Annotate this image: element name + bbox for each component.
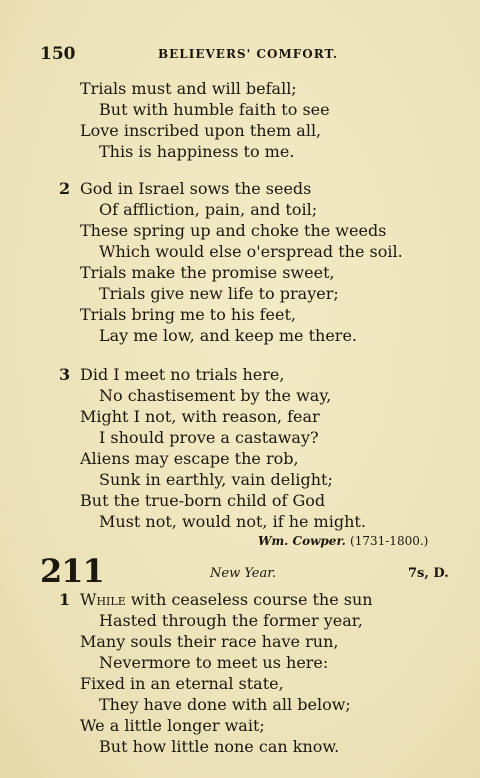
verse-line: They have done with all below;	[99, 695, 351, 714]
page-header	[40, 44, 460, 66]
verse-line-first	[80, 590, 373, 610]
verse-line: But the true-born child of God	[80, 491, 326, 510]
verse-line: God in Israel sows the seeds	[80, 179, 312, 198]
verse-line: Which would else o'erspread the soil.	[99, 242, 403, 261]
verse-line: Fixed in an eternal state,	[80, 674, 284, 693]
verse-line: This is happiness to me.	[99, 142, 295, 161]
first-line-rest: with ceaseless course the sun	[125, 590, 373, 609]
running-title: BELIEVERS' COMFORT.	[158, 47, 339, 61]
hymn-meter: 7s, D.	[408, 566, 449, 581]
verse-line: Hasted through the former year,	[99, 611, 363, 630]
verse-line: Must not, would not, if he might.	[99, 512, 366, 531]
verse-line: Lay me low, and keep me there.	[99, 326, 357, 345]
verse-line: Sunk in earthly, vain delight;	[99, 470, 333, 489]
verse-line: We a little longer wait;	[80, 716, 265, 735]
verse-line: Nevermore to meet us here:	[99, 653, 329, 672]
verse-line: Did I meet no trials here,	[80, 365, 285, 384]
verse-line: Love inscribed upon them all,	[80, 121, 322, 140]
verse-line: Trials bring me to his feet,	[80, 305, 296, 324]
stanza-number: 2	[59, 179, 71, 198]
first-word: While	[80, 590, 126, 609]
hymn-occasion: New Year.	[210, 566, 277, 581]
author-name: Wm. Cowper.	[258, 534, 346, 548]
page-number: 150	[40, 44, 76, 64]
verse-line: Trials must and will befall;	[80, 79, 297, 98]
verse-line: Aliens may escape the rob,	[80, 449, 299, 468]
verse-line: Trials give new life to prayer;	[99, 284, 339, 303]
verse-line: These spring up and choke the weeds	[80, 221, 387, 240]
attribution	[258, 534, 428, 548]
verse-line: Of affliction, pain, and toil;	[99, 200, 318, 219]
verse-line: Many souls their race have run,	[80, 632, 339, 651]
verse-line: I should prove a castaway?	[99, 428, 319, 447]
verse-line: Might I not, with reason, fear	[80, 407, 320, 426]
verse-line: No chastisement by the way,	[99, 386, 332, 405]
verse-line: But how little none can know.	[99, 737, 340, 756]
stanza-number: 1	[59, 590, 71, 609]
verse-line: But with humble faith to see	[99, 100, 330, 119]
author-dates: (1731-1800.)	[350, 534, 429, 548]
hymn-number: 211	[40, 552, 104, 590]
verse-line: Trials make the promise sweet,	[80, 263, 335, 282]
stanza-number: 3	[59, 365, 71, 384]
